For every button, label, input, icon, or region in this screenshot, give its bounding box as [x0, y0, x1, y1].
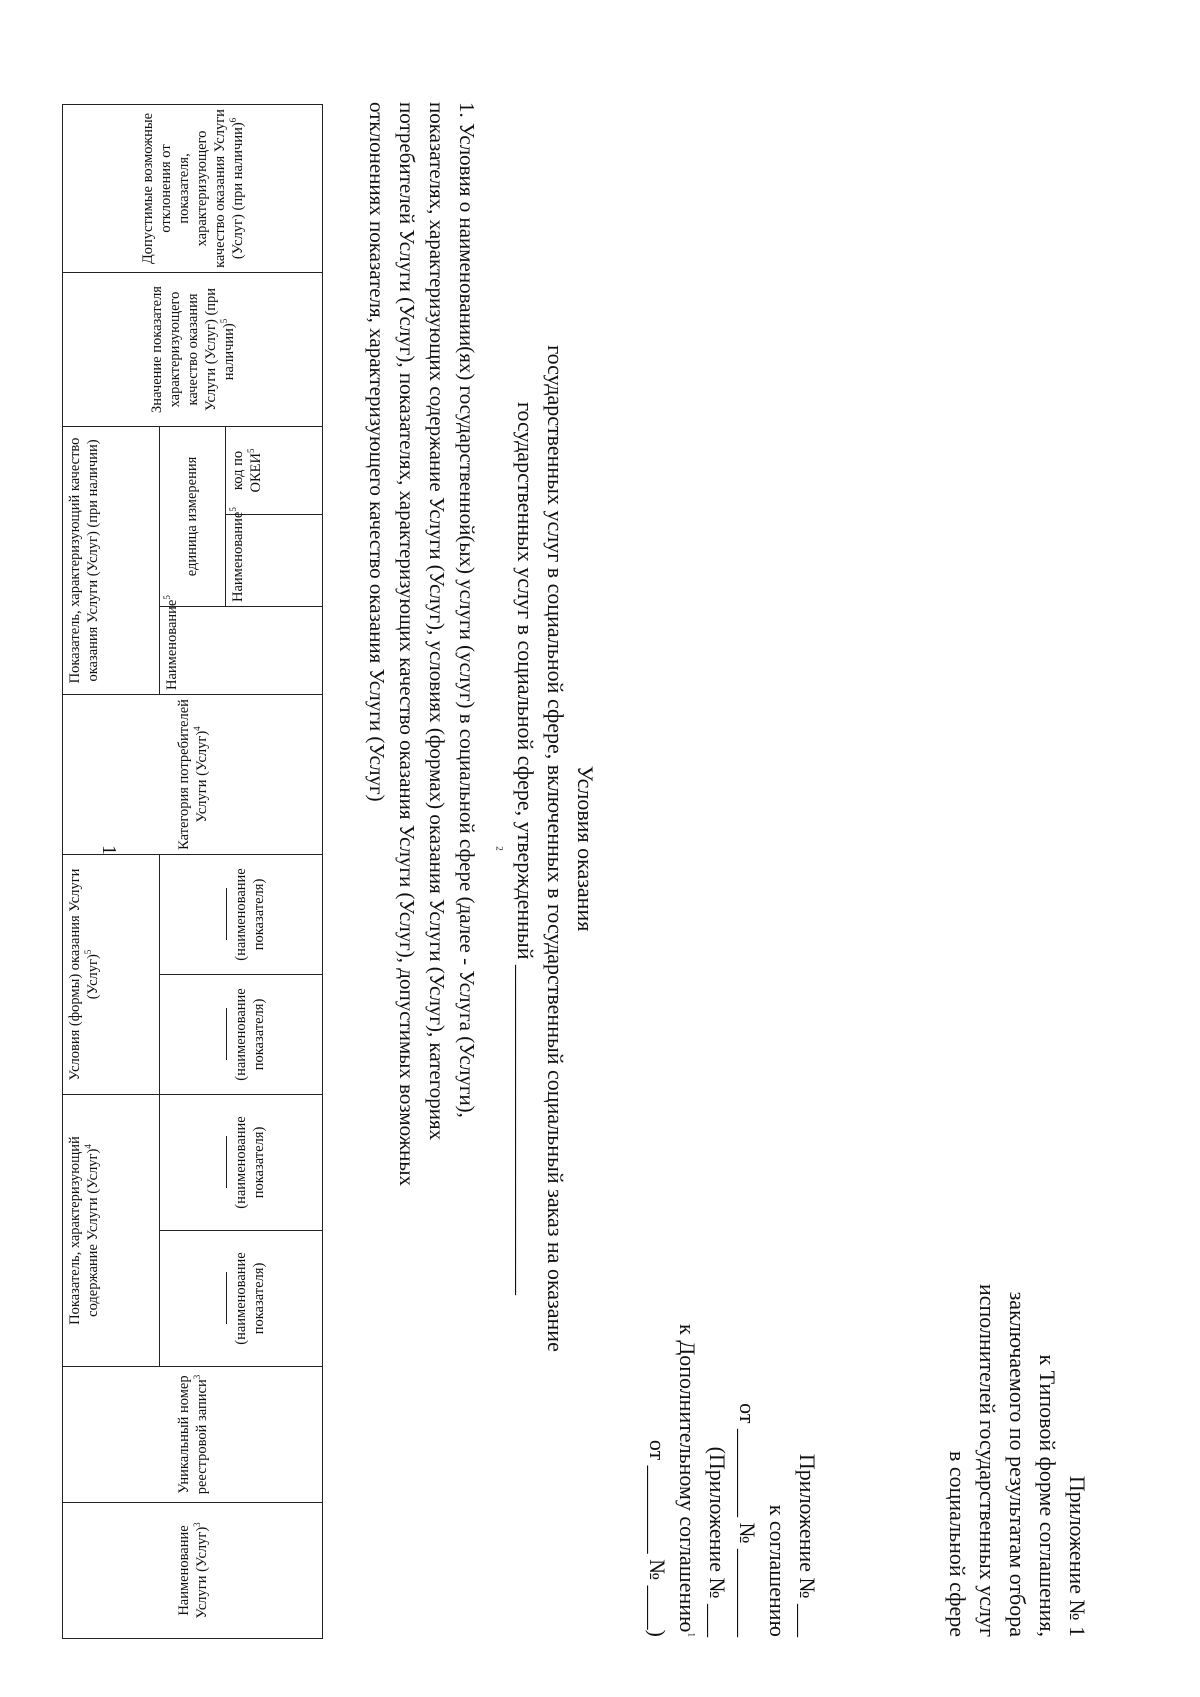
condition-indicator-1: (наименование показателя) [160, 975, 323, 1095]
blank-line [216, 1137, 227, 1189]
content-indicator-2: (наименование показателя) [160, 1095, 323, 1231]
appendix-header-line: Приложение № 1 [1065, 1475, 1090, 1637]
appendix-fill-line: Приложение № ___ [795, 1453, 820, 1637]
header-allowed-deviation: Допустимые возможные отклонения от показателя, характеризующего качество оказания Услуги (Услуг) (при наличии)$^6$ [63, 104, 323, 272]
blank-line [216, 889, 227, 941]
conditions-table [62, 105, 323, 1639]
appendix-header-line: к Типовой форме соглашения, [1035, 1354, 1060, 1637]
quality-unit-group: единица измерения [160, 426, 226, 606]
quality-indicator-name: Наименование$^5$ [160, 606, 323, 694]
paragraph-line: показателях, характеризующих содержание Услуги (Услуг), условиях (формах) оказания Услуги (Услуг), категориях [425, 102, 449, 1141]
header-conditions-group: Условия (формы) оказания Услуги (Услуг)$^5$ [63, 854, 160, 1094]
appendix-fill-line: от ________ № ________ [735, 1403, 760, 1637]
appendix-fill-line-text: к Дополнительному соглашению [675, 1324, 700, 1633]
appendix-fill-line: к соглашению [765, 1504, 790, 1637]
header-consumer-category: Категория потребителей Услуги (Услуг)$^4$ [63, 694, 323, 854]
footnote-ref: 2 [494, 846, 505, 851]
conditions-paragraph [362, 102, 482, 1632]
appendix-fill-block [642, 1324, 822, 1637]
page-number: 1 [98, 845, 120, 855]
content-indicator-1: (наименование показателя) [160, 1231, 323, 1367]
header-registry-number: Уникальный номер реестровой записи$^3$ [63, 1367, 323, 1503]
title-line-text: государственных услуг в социальной сфере, утвержденный ______________________________ [513, 402, 538, 1295]
paragraph-line: отклонениях показателя, характеризующего качество оказания Услуги (Услуг) [365, 102, 389, 802]
appendix-header-line: заключаемого по результатам отбора [1005, 1291, 1030, 1637]
appendix-fill-line: от ________ № ____) [645, 1439, 670, 1637]
appendix-fill-line: (Приложение № ___ [705, 1446, 730, 1637]
footnote-ref: 1 [686, 1632, 697, 1637]
appendix-header-line: в социальной сфере [945, 1450, 970, 1637]
header-quality-value: Значение показателя характеризующего качество оказания Услуги (Услуг) (при наличии)$^5$ [63, 272, 323, 426]
title-line [480, 0, 540, 1697]
condition-indicator-2: (наименование показателя) [160, 854, 323, 974]
appendix-fill-line [672, 1324, 702, 1637]
blank-line [216, 1273, 227, 1325]
appendix-header-line: исполнителей государственных услуг [975, 1283, 1000, 1637]
paragraph-line: потребителей Услуги (Услуг), показателях, характеризующих качество оказания Услуги (Услуг), допустимых возможных [395, 102, 419, 1186]
appendix-header [942, 1284, 1092, 1637]
quality-unit-name: Наименование$^5$ [225, 514, 322, 606]
quality-unit-okei: код по ОКЕИ$^5$ [225, 426, 322, 514]
header-content-group: Показатель, характеризующий содержание Услуги (Услуг)$^4$ [63, 1095, 160, 1367]
document-title [480, 0, 600, 1697]
header-quality-group: Показатель, характеризующий качество оказания Услуги (Услуг) (при наличии) [63, 426, 160, 694]
blank-line [216, 1009, 227, 1061]
header-service-name: Наименование Услуги (Услуг)$^3$ [63, 1503, 323, 1639]
title-line: государственных услуг в социальной сфере, включенных в государственный социальный заказ на оказание [543, 345, 568, 1352]
title-line: Условия оказания [573, 765, 598, 932]
paragraph-line: 1. Условия о наименовании(ях) государственной(ых) услуги (услуг) в социальной сфере (далее - Услуга (Услуги), [455, 102, 479, 1118]
